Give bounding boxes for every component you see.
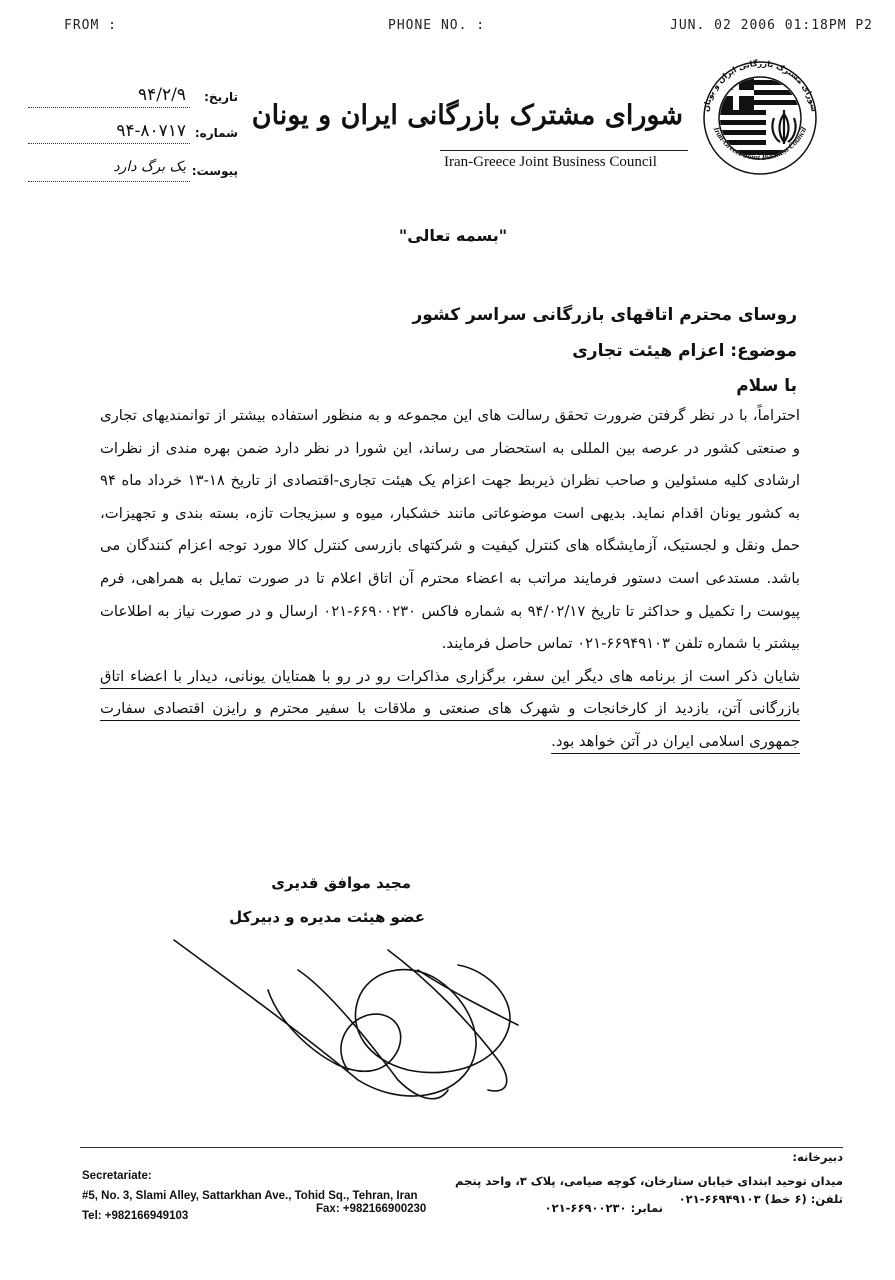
council-name-en: Iran-Greece Joint Business Council: [444, 154, 657, 170]
footer-fa-address: میدان توحید ابتدای خیابان ستارخان، کوچه صیامی، پلاک ۳، واحد پنجم: [455, 1174, 843, 1188]
subject-line: موضوع: اعزام هیئت تجاری: [572, 341, 797, 361]
signatory-title: عضو هیئت مدیره و دبیرکل: [229, 908, 425, 926]
body-paragraph: احتراماً، با در نظر گرفتن ضرورت تحقق رسالت های این مجموعه و به منظور استفاده بیشتر از توانمندیهای تجاری و صنعتی کشور در عرصه بین المللی به استحضار می رساند، این شورا در نظر دارد ضمن بهره مندی از نظرات ارشادی کلیه مسئولین و صاحب نظران ذیربط جهت اعزام یک هیئت تجاری-اقتصادی از تاریخ ۱۸-۱۳ خرداد ماه ۹۴ به کشور یونان اقدام نماید. بدیهی است موضوعاتی مانند خشکبار، میوه و سبزیجات تازه، بسته بندی و تجهیزات، حمل ونقل و لجستیک، آزمایشگاه های کنترل کیفیت و شرکتهای بازرسی کنترل کالا مورد توجه اعزام کنندگان می باشد. مستدعی است دستور فرمایند مراتب به اعضاء محترم آن اتاق اعلام تا در صورت تمایل به همراهی، فرم پیوست را تکمیل و حداکثر تا تاریخ ۹۴/۰۲/۱۷ به شماره فاکس ۶۶۹۰۰۲۳۰-۰۲۱ ارسال و در صورت نیاز به اطلاعات بیشتر با شماره تلفن ۶۶۹۴۹۱۰۳-۰۲۱ تماس حاصل فرمایند.: [100, 407, 801, 653]
handwritten-signature: [168, 930, 568, 1110]
attachment-value: یک برگ دارد: [113, 159, 186, 175]
fax-phone-label: PHONE NO. :: [388, 18, 486, 33]
letterhead-rule: [440, 150, 688, 151]
fax-from-label: FROM :: [64, 18, 117, 33]
letter-body: [100, 400, 800, 759]
date-field: [28, 85, 238, 112]
footer-en-address: #5, No. 3, Slami Alley, Sattarkhan Ave., Tohid Sq., Tehran, Iran: [82, 1190, 418, 1202]
number-value: ۹۴-۸۰۷۱۷: [116, 121, 186, 141]
logo-ring-text-fa: شورای مشترک بازرگانی ایران و یونان: [701, 59, 819, 113]
council-logo: [690, 44, 830, 194]
footer-fa-fax: نمابر: ۶۶۹۰۰۲۳۰-۰۲۱: [544, 1201, 663, 1215]
attachment-field: [28, 159, 238, 186]
signatory-name: مجید موافق قدیری: [271, 874, 411, 892]
attachment-label: پیوست:: [191, 164, 238, 178]
footer-en-heading: Secretariate:: [82, 1170, 152, 1182]
footer-en-fax: Fax: +982166900230: [316, 1203, 427, 1215]
number-field: [28, 121, 238, 148]
greeting-line: با سلام: [736, 376, 797, 396]
footer-fa-heading: دبیرخانه:: [792, 1150, 843, 1164]
logo-ring-text-en: Iran-Greece Joint Business Council: [711, 125, 809, 163]
council-name-fa: شورای مشترک بازرگانی ایران و یونان: [251, 100, 683, 131]
footer-en-tel: Tel: +982166949103: [82, 1210, 189, 1222]
recipient-line: روسای محترم اتاقهای بازرگانی سراسر کشور: [412, 305, 797, 325]
date-label: تاریخ:: [204, 90, 238, 104]
date-value: ۹۴/۲/۹: [138, 85, 186, 105]
fax-date-stamp: JUN. 02 2006 01:18PM P2: [670, 18, 874, 33]
invocation: "بسمه تعالی": [398, 226, 508, 245]
footer-fa-tel: تلفن: (۶ خط) ۶۶۹۴۹۱۰۳-۰۲۱: [678, 1192, 843, 1206]
footer-divider: [80, 1147, 843, 1148]
number-label: شماره:: [194, 126, 238, 140]
body-underlined-paragraph: شایان ذکر است از برنامه های دیگر این سفر، برگزاری مذاکرات رو در رو با همتایان یونانی، دیدار با اعضاء اتاق بازرگانی آتن، بازدید از کارخانجات و شهرک های صنعتی و ملاقات با سفیر محترم و رایزن اقتصادی سفارت جمهوری اسلامی ایران در آتن خواهد بود.: [100, 667, 800, 750]
